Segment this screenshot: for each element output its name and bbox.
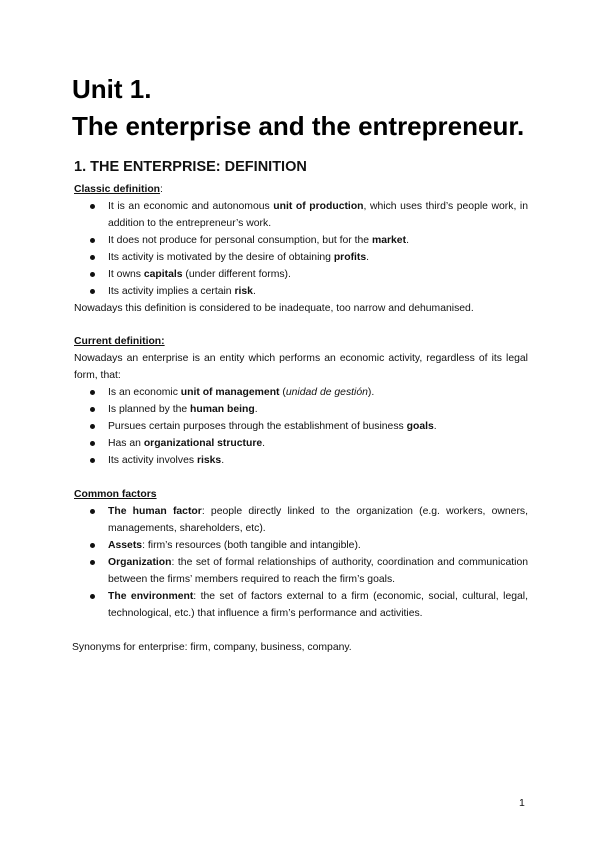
bullet-icon [90,560,95,565]
list-item: Is planned by the human being. [74,401,528,418]
list-item: The environment: the set of factors external to a firm (economic, social, cultural, legal, technological, etc.) that influence a firm’s performance and activities. [74,588,528,622]
classic-definition-note: Nowadays this definition is considered to be inadequate, too narrow and dehumanised. [74,303,474,314]
bullet-icon [90,424,95,429]
list-item: It does not produce for personal consumption, but for the market. [74,232,528,249]
bullet-icon [90,255,95,260]
list-item: Is an economic unit of management (unidad de gestión). [74,384,528,401]
current-definition-list [74,384,528,469]
list-item: Assets: firm’s resources (both tangible and intangible). [74,537,528,554]
bullet-icon [90,543,95,548]
common-factors-heading: Common factors [74,489,157,500]
classic-definition-heading: Classic definition: [74,184,163,195]
list-item: Its activity involves risks. [74,452,528,469]
bullet-icon [90,272,95,277]
list-item: The human factor: people directly linked to the organization (e.g. workers, owners, managements, shareholders, etc). [74,503,528,537]
bullet-icon [90,289,95,294]
bullet-icon [90,458,95,463]
unit-title: Unit 1. [72,74,152,104]
classic-definition-section [74,181,528,317]
bullet-icon [90,407,95,412]
page-number: 1 [519,797,525,809]
classic-definition-list [74,198,528,300]
current-definition-section [74,333,528,469]
list-item: It owns capitals (under different forms). [74,266,528,283]
list-item: Organization: the set of formal relationships of authority, coordination and communication between the firms’ members required to reach the firm’s goals. [74,554,528,588]
current-definition-intro: Nowadays an enterprise is an entity which performs an economic activity, regardless of its legal form, that: [74,353,528,381]
synonyms-line: Synonyms for enterprise: firm, company, business, company. [72,642,352,653]
list-item: Its activity is motivated by the desire of obtaining profits. [74,249,528,266]
common-factors-list [74,503,528,622]
common-factors-section [74,486,528,622]
list-item: Pursues certain purposes through the establishment of business goals. [74,418,528,435]
list-item: Its activity implies a certain risk. [74,283,528,300]
bullet-icon [90,594,95,599]
bullet-icon [90,238,95,243]
bullet-icon [90,509,95,514]
list-item: Has an organizational structure. [74,435,528,452]
current-definition-heading: Current definition: [74,336,165,347]
bullet-icon [90,204,95,209]
section-heading: 1. THE ENTERPRISE: DEFINITION [74,159,307,175]
list-item: It is an economic and autonomous unit of production, which uses third’s people work, in addition to the entrepreneur’s work. [74,198,528,232]
bullet-icon [90,390,95,395]
bullet-icon [90,441,95,446]
unit-subtitle: The enterprise and the entrepreneur. [72,111,525,141]
